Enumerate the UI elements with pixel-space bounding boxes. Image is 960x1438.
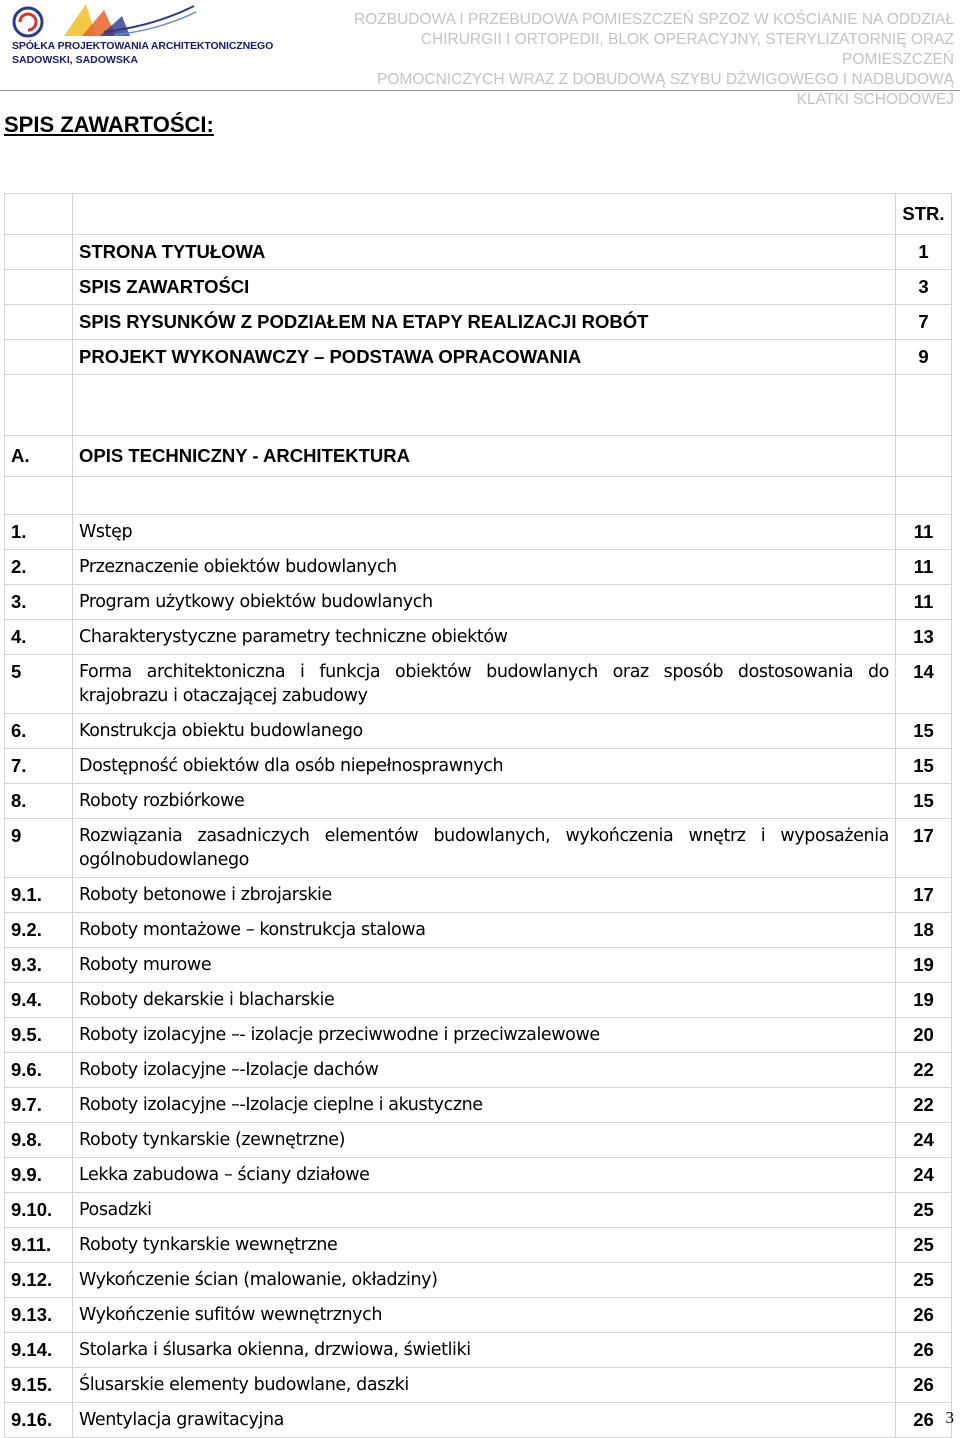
toc-spacer-row [5, 375, 952, 436]
toc-entry-page: 19 [896, 948, 952, 983]
toc-entry-row [5, 983, 952, 1018]
toc-entry-title: Roboty tynkarskie (zewnętrzne) [73, 1123, 896, 1158]
toc-entry-number: 7. [5, 749, 73, 784]
toc-entry-page: 26 [896, 1333, 952, 1368]
toc-entry-title: Roboty tynkarskie wewnętrzne [73, 1228, 896, 1263]
toc-entry-page: 26 [896, 1403, 952, 1438]
toc-entry-page: 25 [896, 1228, 952, 1263]
toc-title-cell: SPIS RYSUNKÓW Z PODZIAŁEM NA ETAPY REALIZACJI ROBÓT [73, 305, 896, 340]
toc-title-cell: STRONA TYTUŁOWA [73, 235, 896, 270]
toc-entry-number: 5 [5, 655, 73, 714]
project-title [354, 10, 954, 110]
toc-entry-number: 9.16. [5, 1403, 73, 1438]
toc-title-cell [73, 477, 896, 515]
toc-entry-number: 9.8. [5, 1123, 73, 1158]
toc-entry-page: 11 [896, 585, 952, 620]
toc-entry-number: 9.10. [5, 1193, 73, 1228]
toc-part-title: OPIS TECHNICZNY - ARCHITEKTURA [73, 436, 896, 477]
toc-entry-title: Roboty izolacyjne –-Izolacje dachów [73, 1053, 896, 1088]
toc-entry-row [5, 1298, 952, 1333]
toc-entry-number: 9.11. [5, 1228, 73, 1263]
table-of-contents [4, 193, 952, 1438]
toc-entry-row [5, 1403, 952, 1438]
toc-entry-row [5, 550, 952, 585]
logo-graphic-icon [4, 2, 204, 42]
toc-entry-title: Rozwiązania zasadniczych elementów budowlanych, wykończenia wnętrz i wyposażenia ogólnobudowlanego [73, 819, 896, 878]
logo-company-name: SPÓŁKA PROJEKTOWANIA ARCHITEKTONICZNEGO [12, 40, 274, 52]
toc-entry-row [5, 819, 952, 878]
toc-entry-number: 9.13. [5, 1298, 73, 1333]
toc-entry-number: 9.6. [5, 1053, 73, 1088]
toc-entry-row [5, 714, 952, 749]
header-divider [0, 90, 960, 91]
toc-entry-title: Roboty rozbiórkowe [73, 784, 896, 819]
toc-entry-row [5, 1053, 952, 1088]
toc-entry-number: 9.15. [5, 1368, 73, 1403]
toc-num-cell [5, 375, 73, 436]
toc-entry-title: Roboty dekarskie i blacharskie [73, 983, 896, 1018]
toc-entry-page: 17 [896, 819, 952, 878]
toc-entry-title: Roboty murowe [73, 948, 896, 983]
toc-page-cell: 9 [896, 340, 952, 375]
toc-spacer-row [5, 477, 952, 515]
toc-entry-number: 9.1. [5, 878, 73, 913]
toc-entry-number: 1. [5, 515, 73, 550]
toc-num-cell [5, 305, 73, 340]
toc-entry-row [5, 1018, 952, 1053]
toc-num-cell [5, 477, 73, 515]
toc-page-cell [896, 375, 952, 436]
toc-entry-page: 11 [896, 550, 952, 585]
page-header [0, 0, 960, 108]
toc-num-cell [5, 340, 73, 375]
toc-entry-title: Konstrukcja obiektu budowlanego [73, 714, 896, 749]
toc-entry-row [5, 1193, 952, 1228]
toc-entry-title: Lekka zabudowa – ściany działowe [73, 1158, 896, 1193]
toc-entry-row [5, 585, 952, 620]
section-title: SPIS ZAWARTOŚCI: [4, 112, 214, 137]
toc-entry-title: Dostępność obiektów dla osób niepełnosprawnych [73, 749, 896, 784]
toc-entry-row [5, 913, 952, 948]
toc-entry-row [5, 1333, 952, 1368]
toc-entry-number: 8. [5, 784, 73, 819]
toc-entry-page: 26 [896, 1298, 952, 1333]
toc-entries [5, 515, 952, 1438]
toc-page-cell: 3 [896, 270, 952, 305]
toc-entry-row [5, 1368, 952, 1403]
toc-entry-page: 24 [896, 1123, 952, 1158]
toc-page-cell [896, 477, 952, 515]
toc-entry-page: 26 [896, 1368, 952, 1403]
toc-entry-page: 25 [896, 1263, 952, 1298]
toc-front-matter-row [5, 235, 952, 270]
toc-entry-title: Wykończenie ścian (malowanie, okładziny) [73, 1263, 896, 1298]
toc-entry-page: 18 [896, 913, 952, 948]
toc-entry-title: Roboty izolacyjne –- izolacje przeciwwodne i przeciwzalewowe [73, 1018, 896, 1053]
toc-page-column-header: STR. [896, 194, 952, 235]
toc-entry-number: 9.12. [5, 1263, 73, 1298]
toc-entry-page: 15 [896, 749, 952, 784]
toc-part-row [5, 436, 952, 477]
toc-title-cell: PROJEKT WYKONAWCZY – PODSTAWA OPRACOWANIA [73, 340, 896, 375]
toc-entry-number: 9.9. [5, 1158, 73, 1193]
toc-entry-page: 13 [896, 620, 952, 655]
toc-title-cell [73, 375, 896, 436]
company-logo [4, 2, 274, 82]
toc-page-cell: 1 [896, 235, 952, 270]
toc-entry-page: 15 [896, 784, 952, 819]
toc-entry-page: 25 [896, 1193, 952, 1228]
toc-entry-row [5, 749, 952, 784]
toc-entry-number: 6. [5, 714, 73, 749]
toc-entry-page: 14 [896, 655, 952, 714]
toc-entry-row [5, 620, 952, 655]
toc-num-cell [5, 194, 73, 235]
toc-entry-page: 17 [896, 878, 952, 913]
toc-entry-title: Wykończenie sufitów wewnętrznych [73, 1298, 896, 1333]
toc-entry-title: Posadzki [73, 1193, 896, 1228]
toc-entry-number: 2. [5, 550, 73, 585]
toc-entry-row [5, 1263, 952, 1298]
toc-entry-number: 3. [5, 585, 73, 620]
toc-entry-row [5, 515, 952, 550]
toc-entry-page: 22 [896, 1088, 952, 1123]
toc-entry-page: 15 [896, 714, 952, 749]
toc-num-cell [5, 235, 73, 270]
toc-entry-page: 19 [896, 983, 952, 1018]
toc-header-row [5, 194, 952, 235]
toc-entry-number: 9.2. [5, 913, 73, 948]
toc-entry-title: Stolarka i ślusarka okienna, drzwiowa, świetliki [73, 1333, 896, 1368]
toc-entry-title: Roboty betonowe i zbrojarskie [73, 878, 896, 913]
toc-entry-number: 9.7. [5, 1088, 73, 1123]
toc-entry-number: 9.14. [5, 1333, 73, 1368]
toc-entry-title: Wstęp [73, 515, 896, 550]
toc-page-cell [896, 436, 952, 477]
toc-entry-row [5, 1158, 952, 1193]
project-title-line: CHIRURGII I ORTOPEDII, BLOK OPERACYJNY, STERYLIZATORNIĘ ORAZ POMIESZCZEŃ [420, 31, 954, 68]
toc-entry-row [5, 1228, 952, 1263]
toc-entry-title: Wentylacja grawitacyjna [73, 1403, 896, 1438]
toc-entry-row [5, 878, 952, 913]
toc-entry-row [5, 784, 952, 819]
toc-entry-title: Ślusarskie elementy budowlane, daszki [73, 1368, 896, 1403]
toc-front-matter-row [5, 305, 952, 340]
toc-entry-page: 20 [896, 1018, 952, 1053]
logo-owners: SADOWSKI, SADOWSKA [12, 54, 138, 66]
toc-front-matter-row [5, 340, 952, 375]
toc-entry-row [5, 655, 952, 714]
toc-part-num: A. [5, 436, 73, 477]
toc-entry-row [5, 1088, 952, 1123]
toc-entry-title: Program użytkowy obiektów budowlanych [73, 585, 896, 620]
toc-title-cell: SPIS ZAWARTOŚCI [73, 270, 896, 305]
toc-entry-number: 9.4. [5, 983, 73, 1018]
toc-entry-row [5, 948, 952, 983]
toc-num-cell [5, 270, 73, 305]
toc-page-cell: 7 [896, 305, 952, 340]
toc-entry-number: 9.3. [5, 948, 73, 983]
toc-entry-page: 22 [896, 1053, 952, 1088]
toc-entry-page: 24 [896, 1158, 952, 1193]
project-title-line: POMOCNICZYCH WRAZ Z DOBUDOWĄ SZYBU DŹWIGOWEGO I NADBUDOWĄ KLATKI SCHODOWEJ [377, 71, 954, 108]
toc-entry-title: Przeznaczenie obiektów budowlanych [73, 550, 896, 585]
toc-entry-title: Roboty montażowe – konstrukcja stalowa [73, 913, 896, 948]
toc-entry-number: 4. [5, 620, 73, 655]
toc-entry-number: 9.5. [5, 1018, 73, 1053]
toc-entry-page: 11 [896, 515, 952, 550]
toc-entry-title: Roboty izolacyjne –-Izolacje cieplne i akustyczne [73, 1088, 896, 1123]
toc-title-cell [73, 194, 896, 235]
toc-entry-number: 9 [5, 819, 73, 878]
toc-front-matter-row [5, 270, 952, 305]
project-title-line: ROZBUDOWA I PRZEBUDOWA POMIESZCZEŃ SPZOZ W KOŚCIANIE NA ODDZIAŁ [354, 11, 954, 28]
toc-entry-title: Charakterystyczne parametry techniczne obiektów [73, 620, 896, 655]
toc-entry-title: Forma architektoniczna i funkcja obiektów budowlanych oraz sposób dostosowania do krajobrazu i otaczającej zabudowy [73, 655, 896, 714]
page-number: 3 [945, 1408, 954, 1427]
toc-entry-row [5, 1123, 952, 1158]
